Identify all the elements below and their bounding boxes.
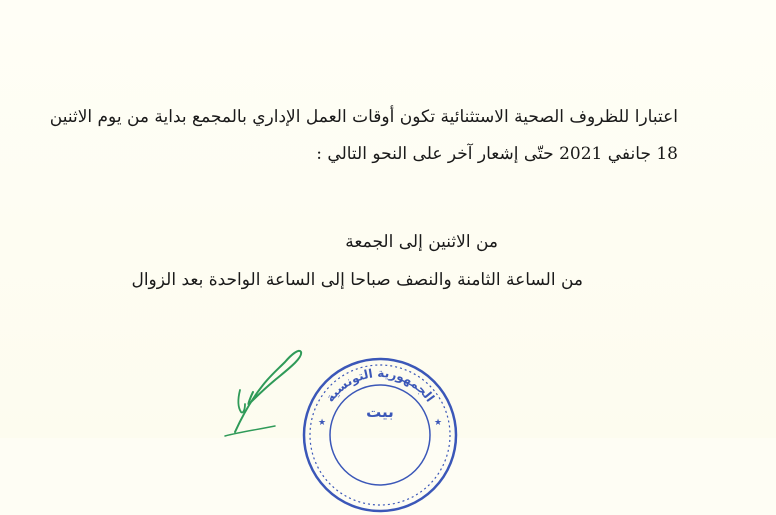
svg-text:★: ★ bbox=[318, 418, 327, 428]
intro-paragraph-line-2: 18 جانفي 2021 حتّى إشعار آخر على النحو التالي : bbox=[316, 144, 678, 164]
official-seal bbox=[300, 355, 460, 515]
svg-text:★: ★ bbox=[434, 418, 443, 428]
schedule-days: من الاثنين إلى الجمعة bbox=[345, 232, 498, 252]
schedule-hours: من الساعة الثامنة والنصف صباحا إلى الساعة الواحدة بعد الزوال bbox=[131, 270, 583, 290]
seal-center-text: بيت bbox=[366, 403, 394, 421]
seal-ring-text: الجمهورية التونسية bbox=[322, 365, 438, 405]
intro-paragraph-line-1: اعتبارا للظروف الصحية الاستثنائية تكون أوقات العمل الإداري بالمجمع بداية من يوم الاثنين bbox=[49, 107, 678, 127]
